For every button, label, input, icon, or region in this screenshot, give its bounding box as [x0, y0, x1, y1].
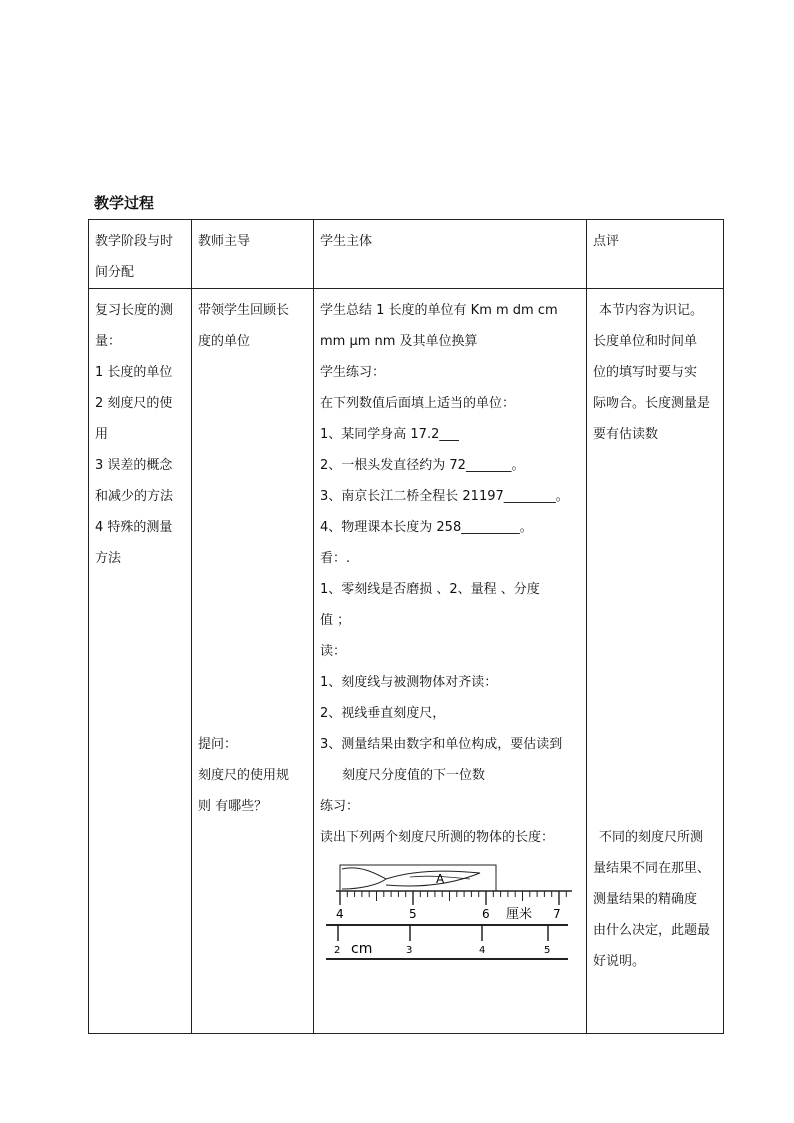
comment-gap [593, 450, 718, 822]
ruler-1-tick-label: 6 [482, 907, 490, 921]
header-stage-line-1: 教学阶段与时 [95, 234, 174, 249]
stage-line: 复习长度的测 [95, 303, 174, 318]
stage-line: 3 误差的概念 [95, 458, 173, 473]
student-line: 练习： [320, 799, 360, 814]
comment-line: 测量结果的精确度 [593, 892, 698, 907]
ruler-2-unit: cm [351, 941, 373, 957]
ruler-1-tick-label: 7 [553, 907, 561, 921]
header-comment-label: 点评 [593, 234, 620, 249]
student-line: 读出下列两个刻度尺所测的物体的长度： [320, 830, 555, 845]
student-line: 1、某同学身高 17.2___ [320, 427, 459, 442]
stage-line: 4 特殊的测量 [95, 520, 173, 535]
student-line: 1、刻度线与被测物体对齐读： [320, 675, 498, 690]
student-line: mm μm nm 及其单位换算 [320, 334, 478, 349]
student-line: 在下列数值后面填上适当的单位： [320, 396, 516, 411]
header-comment [587, 220, 724, 289]
comment-line: 量结果不同在那里、 [593, 861, 711, 876]
header-stage-line-2: 间分配 [95, 265, 135, 280]
ruler-2-tick-label: 5 [544, 945, 551, 956]
stage-line: 和减少的方法 [95, 489, 174, 504]
stage-line: 量： [95, 334, 122, 349]
student-line: 值 ； [320, 613, 351, 628]
header-stage [89, 220, 192, 289]
ruler-2 [326, 925, 568, 959]
comment-line: 要有估读数 [593, 427, 659, 442]
teacher-line: 度的单位 [198, 334, 251, 349]
measured-object-a [340, 865, 496, 891]
student-line: 3、测量结果由数字和单位构成，要估读到 [320, 737, 563, 752]
object-label: A [436, 872, 445, 886]
ruler-2-tick-label: 3 [406, 945, 413, 956]
comment-line: 际吻合。长度测量是 [593, 396, 711, 411]
ruler-1-tick-label: 5 [409, 907, 417, 921]
section-title: 教学过程 [94, 194, 155, 212]
student-line: 4、物理课本长度为 258_________。 [320, 520, 533, 535]
stage-cell [89, 289, 192, 1034]
ruler-1-unit: 厘米 [506, 907, 533, 922]
student-cell [314, 289, 587, 1034]
stage-line: 用 [95, 427, 109, 442]
comment-line: 长度单位和时间单 [593, 334, 698, 349]
comment-line: 本节内容为识记。 [599, 303, 704, 318]
student-line: 3、南京长江二桥全程长 21197________。 [320, 489, 569, 504]
student-line: 读： [320, 644, 347, 659]
header-teacher-label: 教师主导 [198, 234, 251, 249]
student-line: 看：. [320, 551, 351, 566]
student-line: 2、视线垂直刻度尺， [320, 706, 446, 721]
comment-line: 位的填写时要与实 [593, 365, 698, 380]
student-line: 学生总结 1 长度的单位有 Km m dm cm [320, 303, 558, 318]
teaching-process-table [88, 219, 724, 1034]
student-line: 刻度尺分度值的下一位数 [342, 768, 486, 783]
stage-line: 1 长度的单位 [95, 365, 173, 380]
ruler-figure [320, 859, 572, 979]
header-teacher [192, 220, 314, 289]
comment-line: 好说明。 [593, 954, 646, 969]
ruler-1 [336, 891, 572, 922]
stage-line: 2 刻度尺的使 [95, 396, 173, 411]
header-student [314, 220, 587, 289]
ruler-1-tick-label: 4 [336, 907, 344, 921]
teacher-cell [192, 289, 314, 1034]
ruler-2-tick-label: 4 [479, 945, 486, 956]
student-line: 2、一根头发直径约为 72_______。 [320, 458, 525, 473]
student-line: 学生练习： [320, 365, 386, 380]
student-line: 1、零刻线是否磨损 、2、量程 、分度 [320, 582, 540, 597]
teacher-question-line: 提问： [198, 737, 238, 752]
comment-cell [587, 289, 724, 1034]
table-body-row [89, 289, 724, 1034]
stage-line: 方法 [95, 551, 122, 566]
teacher-question-line: 则 有哪些？ [198, 799, 268, 814]
ruler-1-ticks [340, 891, 566, 905]
comment-line: 由什么决定，此题最 [593, 923, 711, 938]
ruler-2-tick-label: 2 [334, 945, 341, 956]
teacher-gap [198, 357, 308, 729]
teacher-line: 带领学生回顾长 [198, 303, 290, 318]
header-student-label: 学生主体 [320, 234, 373, 249]
comment-line: 不同的刻度尺所测 [599, 830, 704, 845]
table-header-row [89, 220, 724, 289]
teacher-question-line: 刻度尺的使用规 [198, 768, 290, 783]
